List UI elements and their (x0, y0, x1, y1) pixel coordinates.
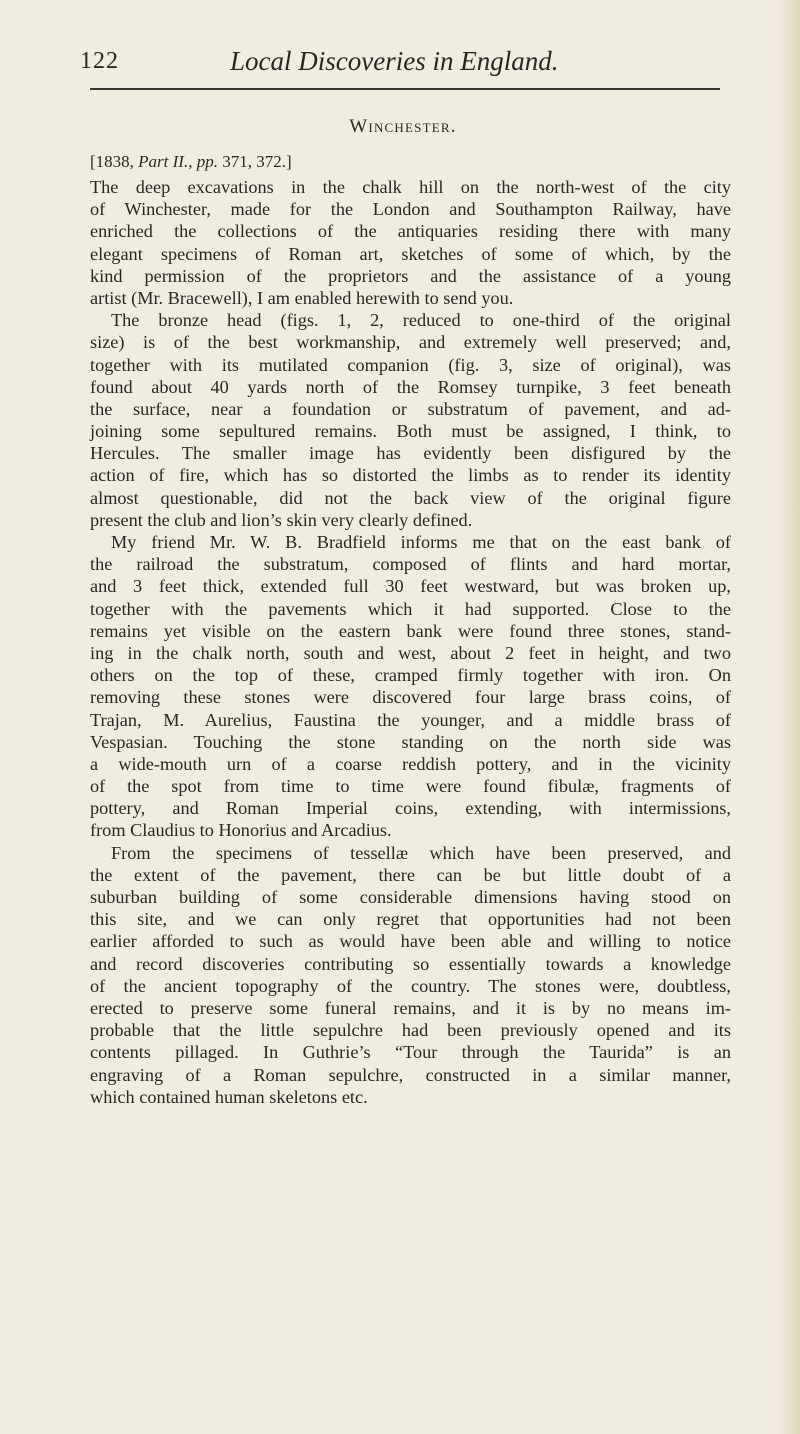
text-line: of the ancient topography of the country. The stones were, doubtless, (90, 975, 731, 996)
text-line: probable that the little sepulchre had been previously opened and its (90, 1020, 731, 1041)
text-line: of Winchester, made for the London and Southampton Railway, have (90, 199, 731, 220)
text-line: The bronze head (figs. 1, 2, reduced to one-third of the original (111, 310, 731, 331)
text-line: contents pillaged. In Guthrie’s “Tour through the Taurida” is an (90, 1042, 731, 1063)
text-line: pottery, and Roman Imperial coins, extending, with intermissions, (90, 798, 731, 819)
text-line: the surface, near a foundation or substratum of pavement, and ad- (90, 398, 731, 419)
text-line: Hercules. The smaller image has evidently been disfigured by the (90, 443, 731, 464)
text-line: The deep excavations in the chalk hill on the north-west of the city (90, 177, 731, 197)
text-line: ing in the chalk north, south and west, about 2 feet in height, and two (90, 642, 731, 663)
text-line: together with the pavements which it had supported. Close to the (90, 598, 731, 619)
text-line: kind permission of the proprietors and the assistance of a young (90, 265, 731, 286)
citation-italic: Part II., pp. (138, 152, 218, 171)
text-line: almost questionable, did not the back view of the original figure (90, 487, 731, 508)
citation (90, 152, 292, 172)
text-line: enriched the collections of the antiquaries residing there with many (90, 221, 731, 242)
header-rule (90, 88, 720, 90)
text-line: present the club and lion’s skin very clearly defined. (90, 509, 473, 530)
text-line: size) is of the best workmanship, and extremely well preserved; and, (90, 332, 731, 353)
page-number: 122 (80, 48, 119, 74)
text-line: this site, and we can only regret that opportunities had not been (90, 909, 731, 930)
page-header (80, 46, 730, 86)
text-line: and 3 feet thick, extended full 30 feet westward, but was broken up, (90, 576, 731, 597)
text-line: which contained human skeletons etc. (90, 1086, 368, 1107)
running-title: Local Discoveries in England. (230, 46, 559, 76)
text-line: artist (Mr. Bracewell), I am enabled herewith to send you. (90, 287, 514, 308)
text-line: Trajan, M. Aurelius, Faustina the younger, and a middle brass of (90, 709, 731, 730)
citation-prefix: [1838, (90, 152, 139, 171)
text-line: the railroad the substratum, composed of flints and hard mortar, (90, 554, 731, 575)
text-line: a wide-mouth urn of a coarse reddish pottery, and in the vicinity (90, 753, 731, 774)
text-line: found about 40 yards north of the Romsey turnpike, 3 feet beneath (90, 376, 731, 397)
text-line: earlier afforded to such as would have been able and willing to notice (90, 931, 731, 952)
text-line: the extent of the pavement, there can be but little doubt of a (90, 864, 731, 885)
text-line: removing these stones were discovered four large brass coins, of (90, 687, 731, 708)
text-line: and record discoveries contributing so essentially towards a knowledge (90, 953, 731, 974)
text-line: From the specimens of tessellæ which have been preserved, and (111, 842, 731, 863)
page-edge-shading (778, 0, 800, 1434)
text-line: others on the top of these, cramped firmly together with iron. On (90, 665, 731, 686)
text-line: joining some sepultured remains. Both must be assigned, I think, to (90, 421, 731, 442)
text-line: engraving of a Roman sepulchre, constructed in a similar manner, (90, 1064, 731, 1085)
text-line: suburban building of some considerable dimensions having stood on (90, 887, 731, 907)
text-line: erected to preserve some funeral remains, and it is by no means im- (90, 997, 731, 1018)
text-line: remains yet visible on the eastern bank were found three stones, stand- (90, 620, 731, 641)
section-heading: Winchester. (349, 116, 457, 137)
text-line: together with its mutilated companion (fig. 3, size of original), was (90, 354, 731, 375)
text-line: of the spot from time to time were found fibulæ, fragments of (90, 776, 731, 797)
text-line: action of fire, which has so distorted the limbs as to render its identity (90, 465, 731, 486)
text-line: Vespasian. Touching the stone standing on the north side was (90, 731, 731, 752)
text-line: from Claudius to Honorius and Arcadius. (90, 820, 392, 841)
citation-suffix: 371, 372.] (217, 152, 292, 171)
body-text (90, 176, 731, 1108)
text-line: elegant specimens of Roman art, sketches of some of which, by the (90, 243, 731, 264)
text-line: My friend Mr. W. B. Bradfield informs me that on the east bank of (111, 532, 731, 552)
